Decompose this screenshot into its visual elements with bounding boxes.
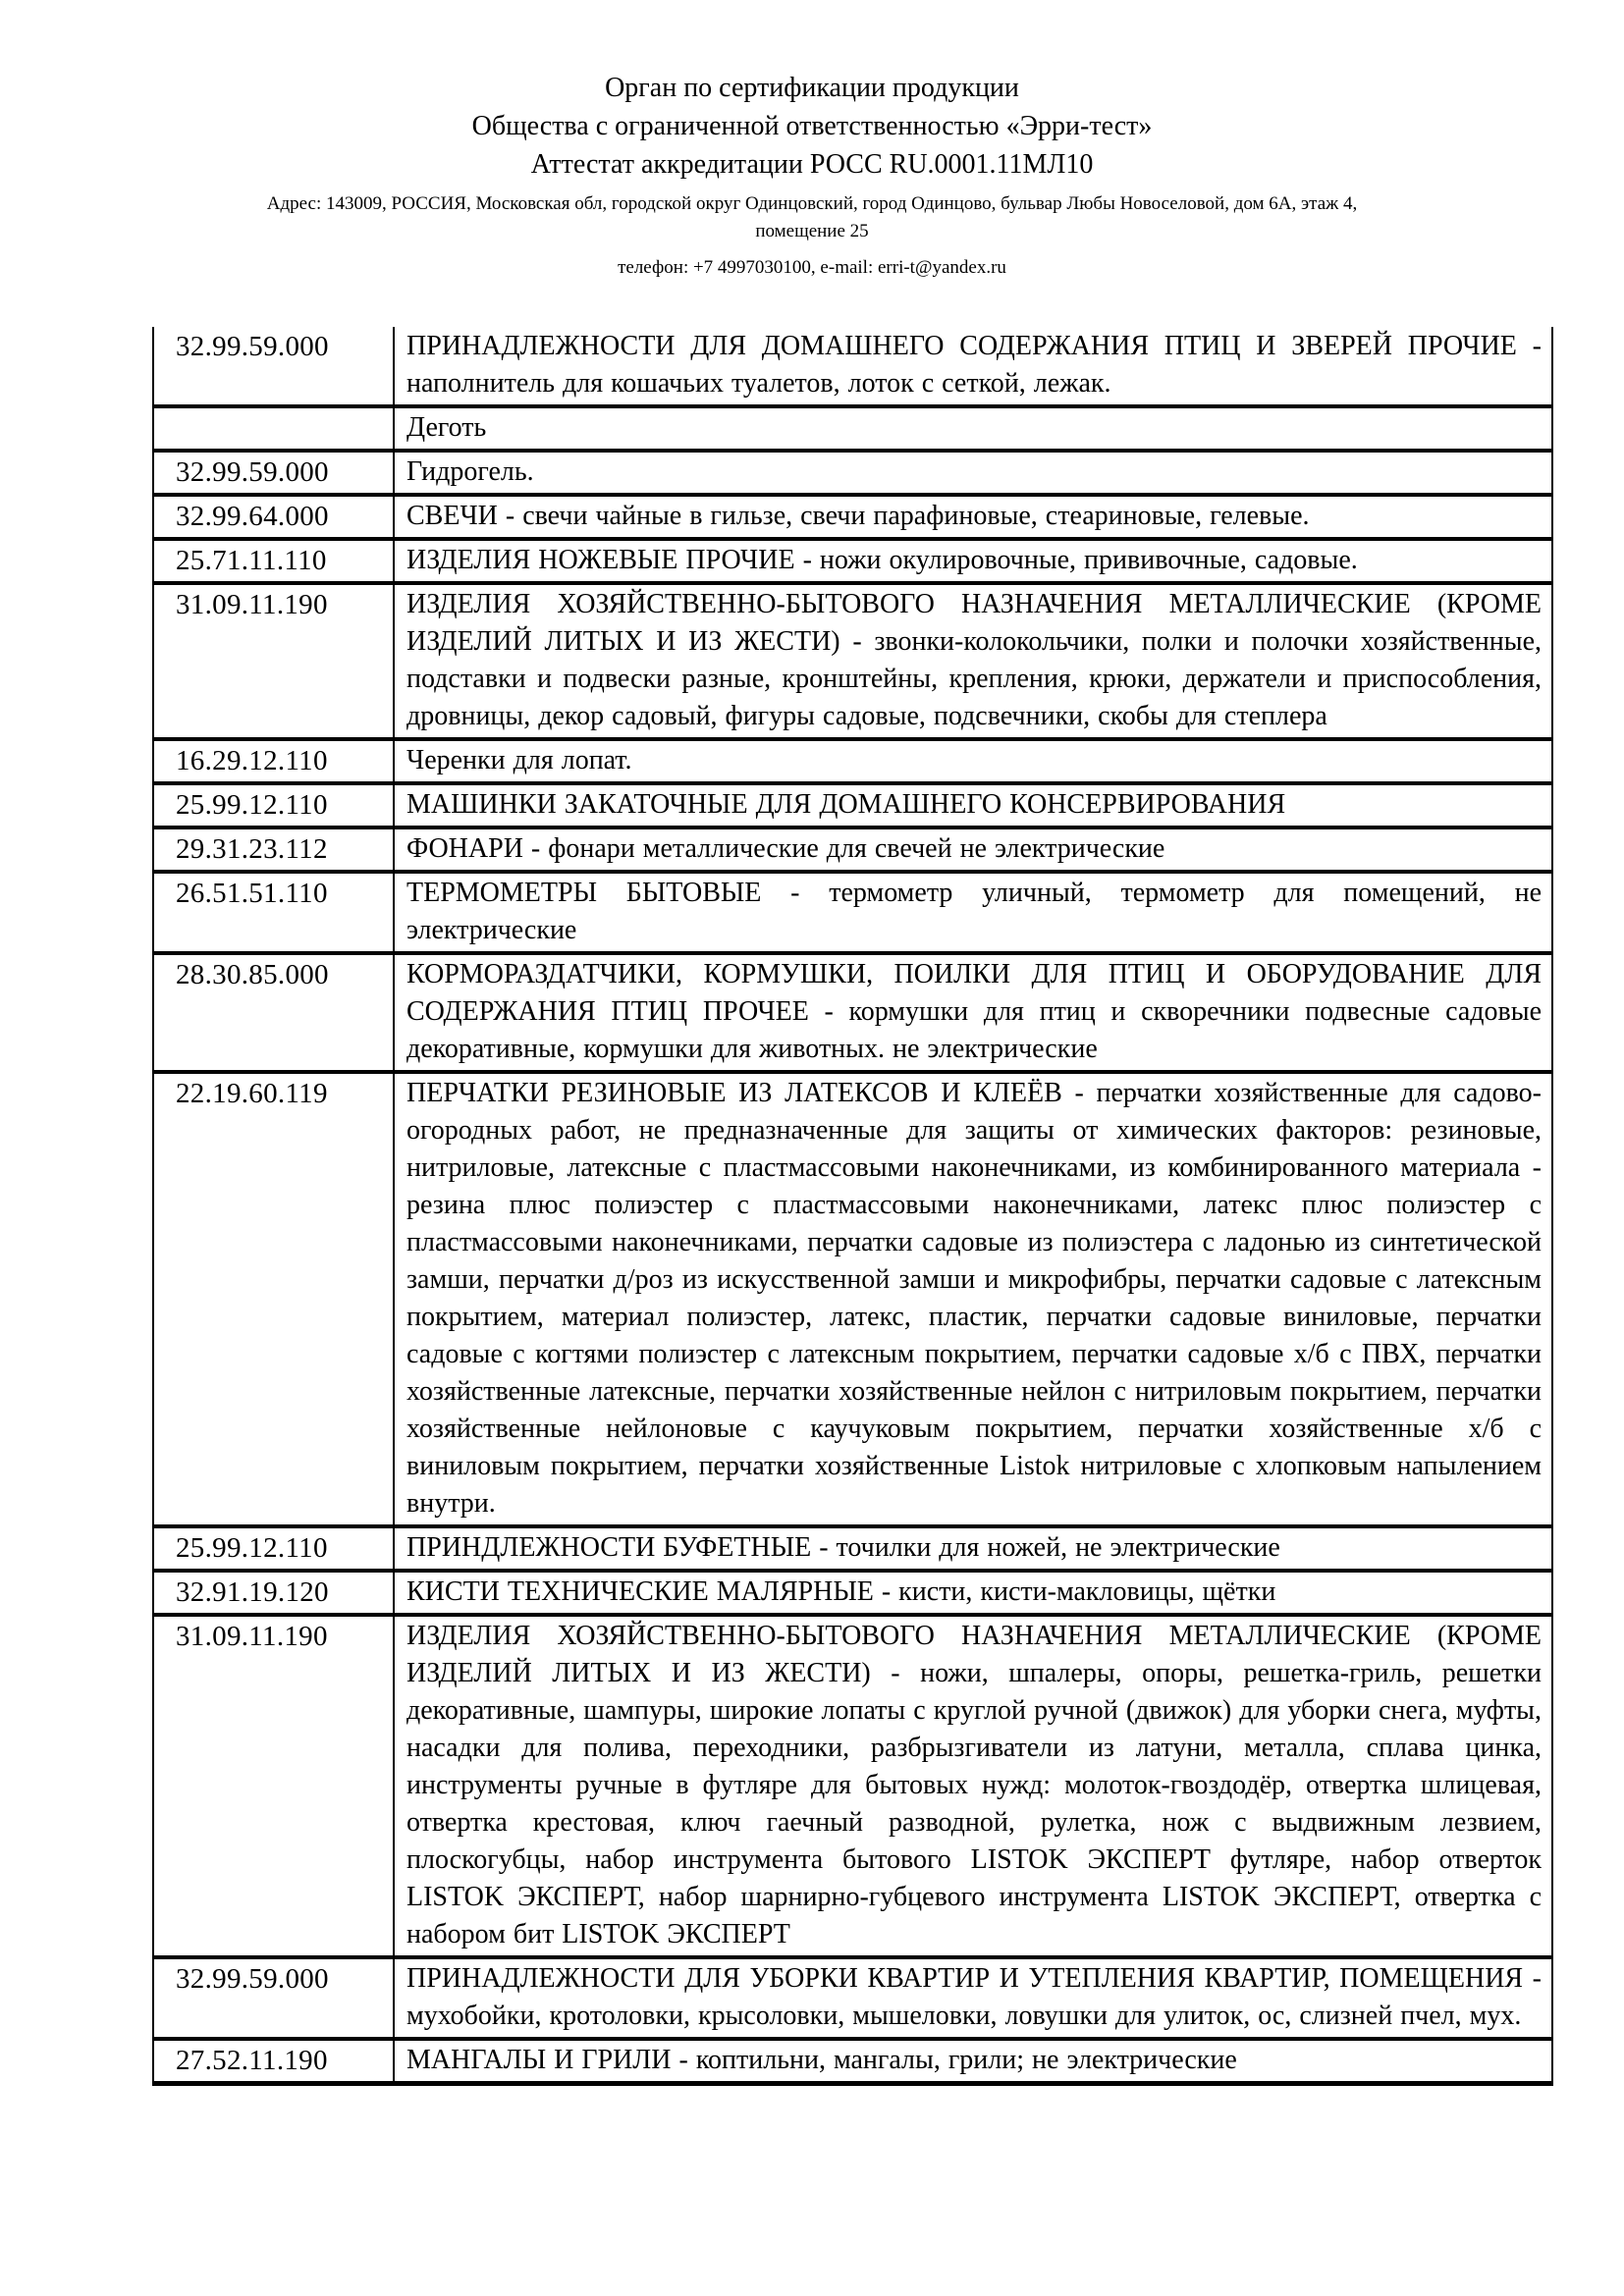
description-cell: МАШИНКИ ЗАКАТОЧНЫЕ ДЛЯ ДОМАШНЕГО КОНСЕРВИРОВАНИЯ xyxy=(394,783,1552,828)
description-cell: ФОНАРИ - фонари металлические для свечей не электрические xyxy=(394,828,1552,872)
table-row xyxy=(153,406,1552,451)
code-cell: 28.30.85.000 xyxy=(153,953,394,1072)
table-row xyxy=(153,539,1552,583)
code-cell: 32.99.59.000 xyxy=(153,327,394,406)
code-cell: 32.91.19.120 xyxy=(153,1571,394,1615)
code-cell: 29.31.23.112 xyxy=(153,828,394,872)
table-row xyxy=(153,1615,1552,1957)
description-cell: МАНГАЛЫ И ГРИЛИ - коптильни, мангалы, грили; не электрические xyxy=(394,2039,1552,2084)
organization-name-line: Общества с ограниченной ответственностью «Эрри-тест» xyxy=(471,111,1153,141)
table-row xyxy=(153,583,1552,739)
description-cell: ПРИНАДЛЕЖНОСТИ ДЛЯ ДОМАШНЕГО СОДЕРЖАНИЯ ПТИЦ И ЗВЕРЕЙ ПРОЧИЕ - наполнитель для кошачьих туалетов, лоток с сеткой, лежак. xyxy=(394,327,1552,406)
description-cell: ПРИНАДЛЕЖНОСТИ ДЛЯ УБОРКИ КВАРТИР И УТЕПЛЕНИЯ КВАРТИР, ПОМЕЩЕНИЯ - мухобойки, кротоловки, крысоловки, мышеловки, ловушки для улиток, ос, слизней пчел, мух. xyxy=(394,1957,1552,2039)
product-codes-table xyxy=(152,327,1553,2086)
product-table-body xyxy=(153,327,1552,2084)
code-cell: 31.09.11.190 xyxy=(153,1615,394,1957)
code-cell: 32.99.59.000 xyxy=(153,1957,394,2039)
table-row xyxy=(153,1072,1552,1526)
accreditation-number-line: Аттестат аккредитации РОСС RU.0001.11МЛ10 xyxy=(530,149,1094,180)
contact-line: телефон: +7 4997030100, e-mail: erri-t@yandex.ru xyxy=(618,257,1006,278)
table-row xyxy=(153,872,1552,953)
table-row xyxy=(153,2039,1552,2084)
code-cell: 16.29.12.110 xyxy=(153,739,394,783)
table-row xyxy=(153,327,1552,406)
code-cell: 32.99.59.000 xyxy=(153,451,394,495)
description-cell: ПЕРЧАТКИ РЕЗИНОВЫЕ ИЗ ЛАТЕКСОВ И КЛЕЁВ - перчатки хозяйственные для садово-огородных работ, не предназначенные для защиты от химических факторов: резиновые, нитриловые, латексные с пластмассовыми наконечниками, из комбинированного материала - резина плюс полиэстер с пластмассовыми наконечниками, латекс плюс полиэстер с пластмассовыми наконечниками, перчатки садовые из полиэстера с ладонью из синтетической замши, перчатки д/роз из искусственной замши и микрофибры, перчатки садовые с латексным покрытием, материал полиэстер, латекс, пластик, перчатки садовые виниловые, перчатки садовые с когтями полиэстер с латексным покрытием, перчатки садовые х/б с ПВХ, перчатки хозяйственные латексные, перчатки хозяйственные нейлон с нитриловым покрытием, перчатки хозяйственные нейлоновые с каучуковым покрытием, перчатки хозяйственные х/б с виниловым покрытием, перчатки хозяйственные Listok нитриловые с хлопковым напылением внутри. xyxy=(394,1072,1552,1526)
description-cell: Гидрогель. xyxy=(394,451,1552,495)
code-cell: 22.19.60.119 xyxy=(153,1072,394,1526)
code-cell: 32.99.64.000 xyxy=(153,495,394,539)
code-cell: 31.09.11.190 xyxy=(153,583,394,739)
address-line: Адрес: 143009, РОССИЯ, Московская обл, городской округ Одинцовский, город Одинцово, бульвар Любы Новоселовой, дом 6А, этаж 4, xyxy=(266,193,1358,214)
code-cell: 25.71.11.110 xyxy=(153,539,394,583)
code-cell: 25.99.12.110 xyxy=(153,783,394,828)
code-cell: 26.51.51.110 xyxy=(153,872,394,953)
table-row xyxy=(153,783,1552,828)
description-cell: ИЗДЕЛИЯ НОЖЕВЫЕ ПРОЧИЕ - ножи окулировочные, прививочные, садовые. xyxy=(394,539,1552,583)
description-cell: КИСТИ ТЕХНИЧЕСКИЕ МАЛЯРНЫЕ - кисти, кисти-макловицы, щётки xyxy=(394,1571,1552,1615)
description-cell: Черенки для лопат. xyxy=(394,739,1552,783)
description-cell: Деготь xyxy=(394,406,1552,451)
table-row xyxy=(153,1571,1552,1615)
table-row xyxy=(153,495,1552,539)
table-row xyxy=(153,451,1552,495)
certification-body-line: Орган по сертификации продукции xyxy=(605,73,1019,103)
description-cell: СВЕЧИ - свечи чайные в гильзе, свечи парафиновые, стеариновые, гелевые. xyxy=(394,495,1552,539)
code-cell: 25.99.12.110 xyxy=(153,1526,394,1571)
description-cell: ТЕРМОМЕТРЫ БЫТОВЫЕ - термометр уличный, термометр для помещений, не электрические xyxy=(394,872,1552,953)
description-cell: ИЗДЕЛИЯ ХОЗЯЙСТВЕННО-БЫТОВОГО НАЗНАЧЕНИЯ МЕТАЛЛИЧЕСКИЕ (КРОМЕ ИЗДЕЛИЙ ЛИТЫХ И ИЗ ЖЕСТИ) - ножи, шпалеры, опоры, решетка-гриль, решетки декоративные, шампуры, широкие лопаты с круглой ручной (движок) для уборки снега, муфты, насадки для полива, переходники, разбрызгиватели из латуни, металла, сплава цинка, инструменты ручные в футляре для бытовых нужд: молоток-гвоздодёр, отвертка шлицевая, отвертка крестовая, ключ гаечный разводной, рулетка, нож с выдвижным лезвием, плоскогубцы, набор инструмента бытового LISTOK ЭКСПЕРТ футляре, набор отверток LISTOK ЭКСПЕРТ, набор шарнирно-губцевого инструмента LISTOK ЭКСПЕРТ, отвертка с набором бит LISTOK ЭКСПЕРТ xyxy=(394,1615,1552,1957)
document-header xyxy=(0,0,1624,282)
table-row xyxy=(153,828,1552,872)
code-cell xyxy=(153,406,394,451)
table-row xyxy=(153,1957,1552,2039)
table-row xyxy=(153,1526,1552,1571)
description-cell: КОРМОРАЗДАТЧИКИ, КОРМУШКИ, ПОИЛКИ ДЛЯ ПТИЦ И ОБОРУДОВАНИЕ ДЛЯ СОДЕРЖАНИЯ ПТИЦ ПРОЧЕЕ - кормушки для птиц и скворечники подвесные садовые декоративные, кормушки для животных. не электрические xyxy=(394,953,1552,1072)
premises-line: помещение 25 xyxy=(755,221,869,241)
table-row xyxy=(153,739,1552,783)
table-row xyxy=(153,953,1552,1072)
description-cell: ИЗДЕЛИЯ ХОЗЯЙСТВЕННО-БЫТОВОГО НАЗНАЧЕНИЯ МЕТАЛЛИЧЕСКИЕ (КРОМЕ ИЗДЕЛИЙ ЛИТЫХ И ИЗ ЖЕСТИ) - звонки-колокольчики, полки и полочки хозяйственные, подставки и подвески разные, кронштейны, крепления, крюки, держатели и приспособления, дровницы, декор садовый, фигуры садовые, подсвечники, скобы для степлера xyxy=(394,583,1552,739)
code-cell: 27.52.11.190 xyxy=(153,2039,394,2084)
description-cell: ПРИНДЛЕЖНОСТИ БУФЕТНЫЕ - точилки для ножей, не электрические xyxy=(394,1526,1552,1571)
